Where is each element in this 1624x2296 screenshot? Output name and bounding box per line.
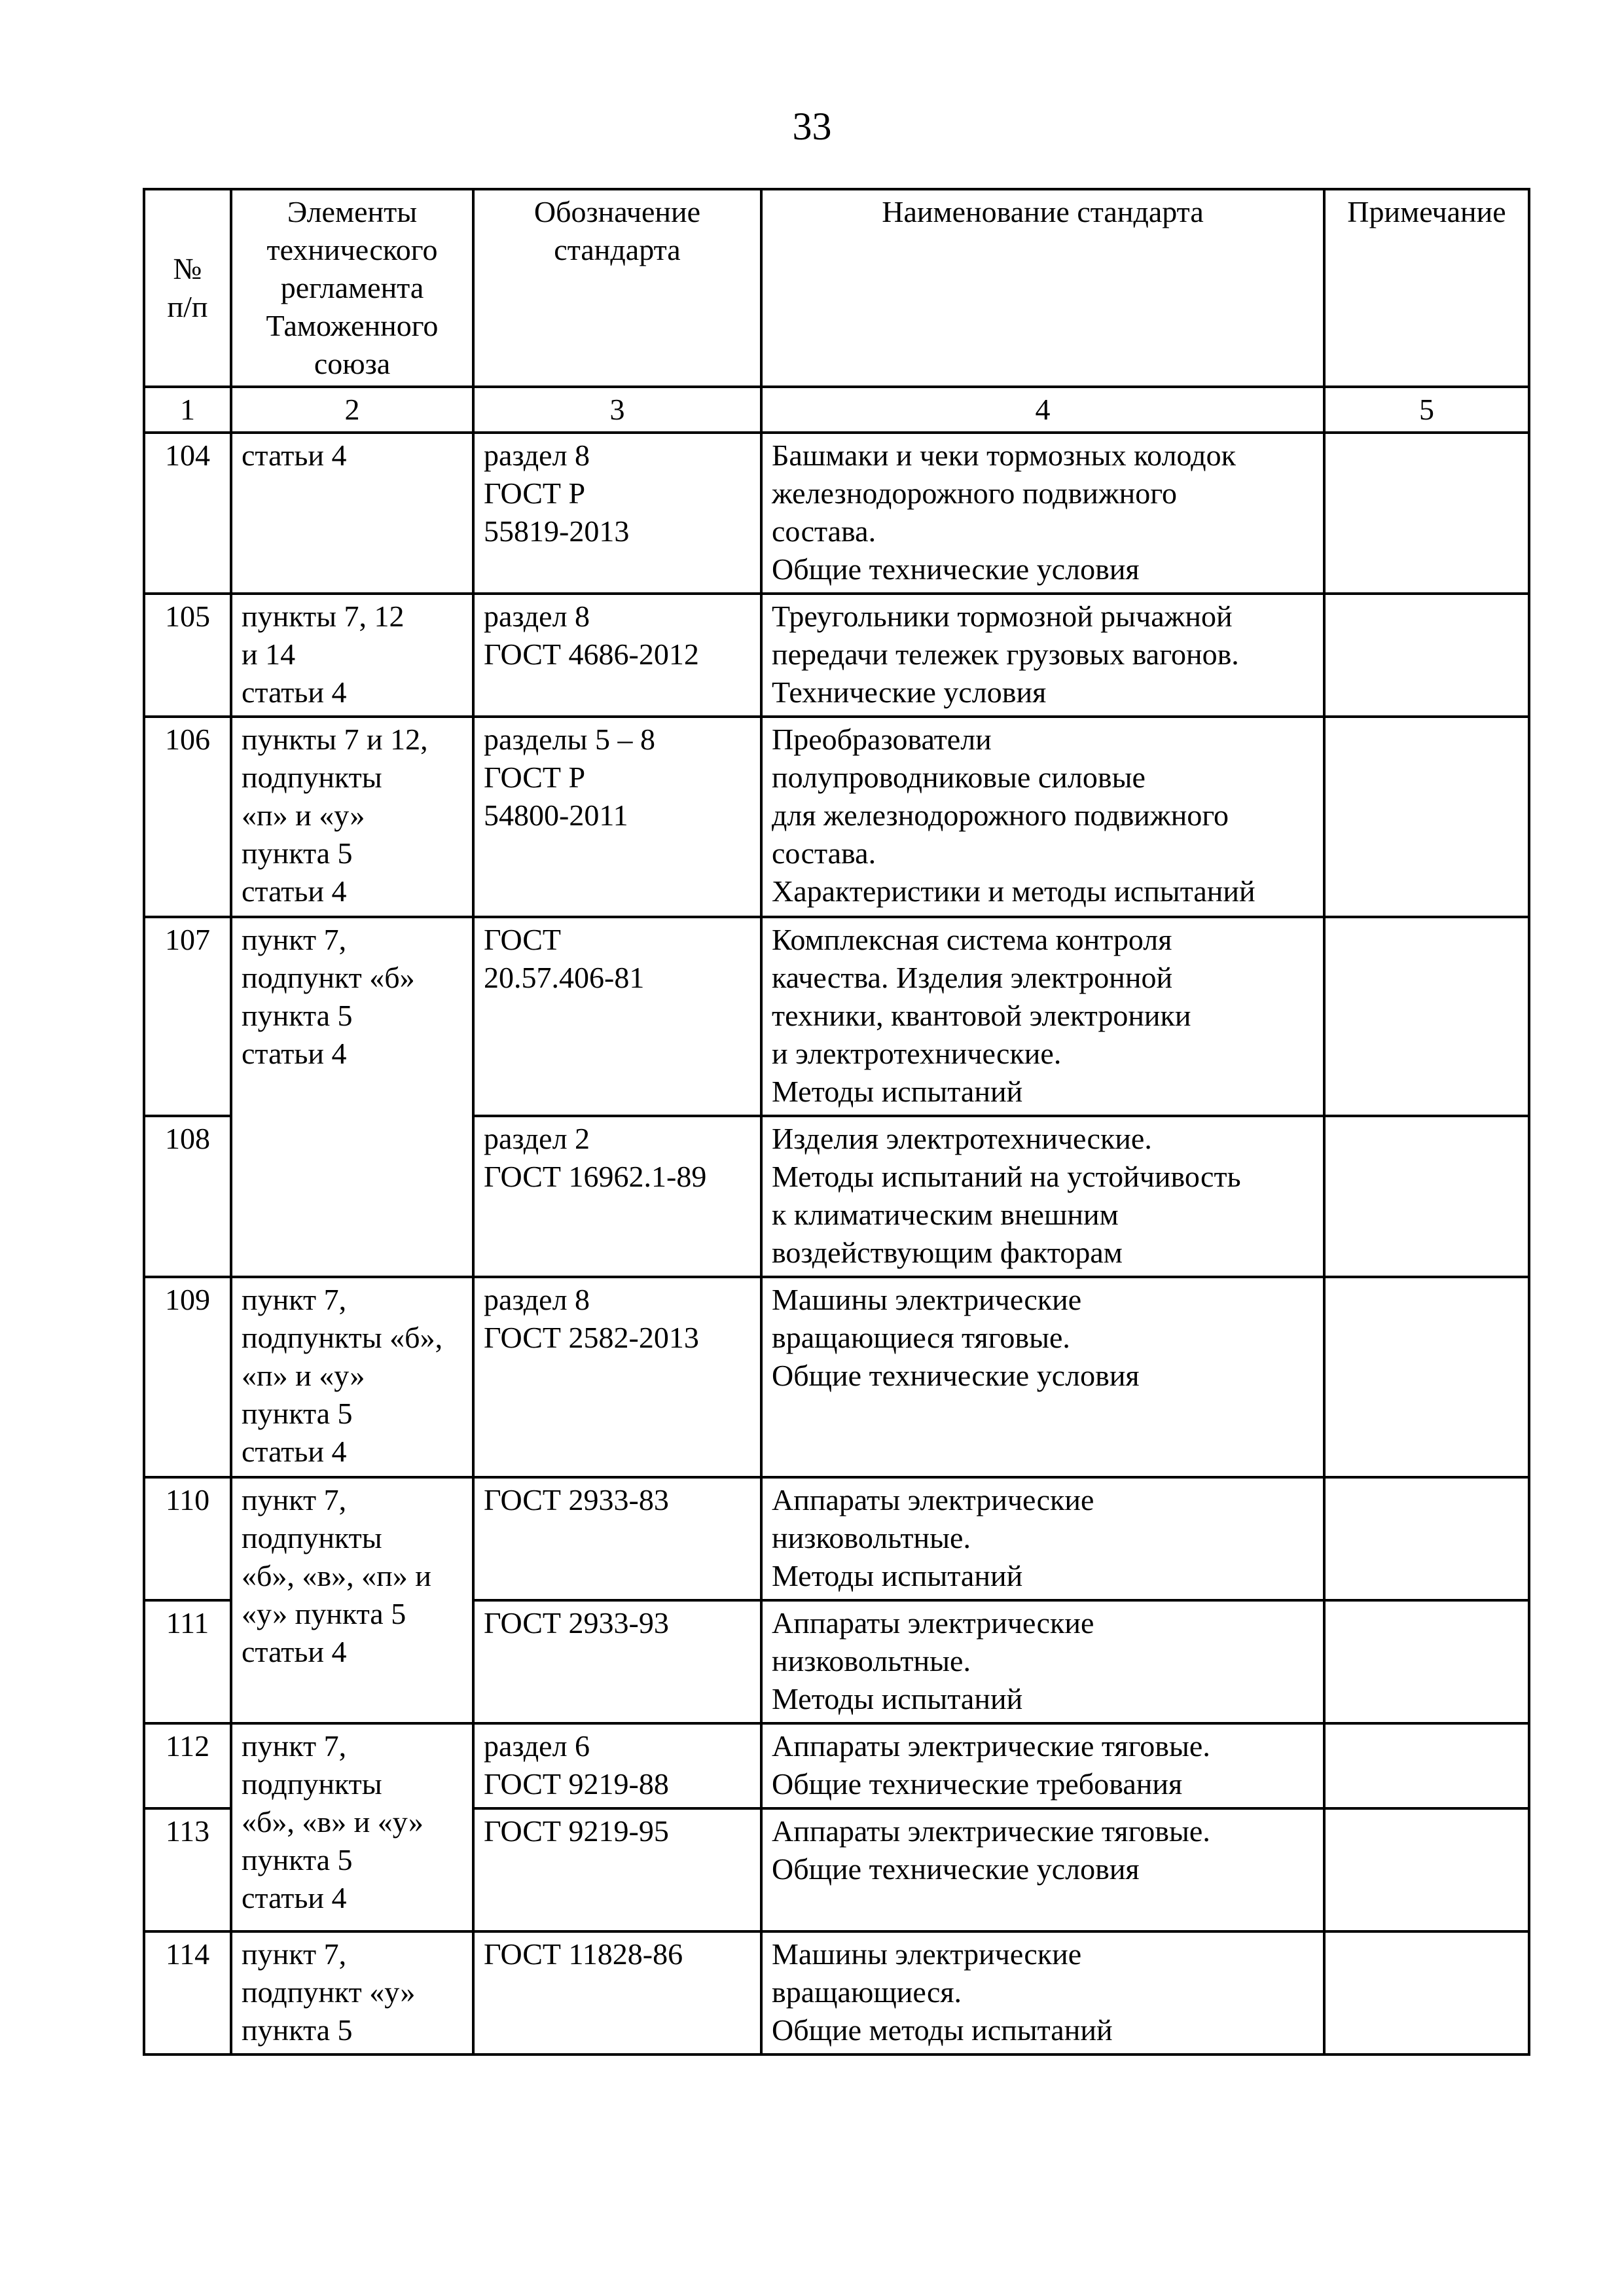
row-designation: разделы 5 – 8 ГОСТ Р 54800-2011 — [473, 717, 761, 917]
row-designation: ГОСТ 2933-83 — [473, 1477, 761, 1600]
row-standard-name: Преобразователи полупроводниковые силовые для железнодорожного подвижного состава. Характеристики и методы испытаний — [761, 717, 1324, 917]
row-number: 113 — [144, 1808, 231, 1931]
row-note — [1324, 1808, 1529, 1931]
header-designation: Обозначение стандарта — [473, 189, 761, 387]
row-standard-name: Машины электрические вращающиеся. Общие методы испытаний — [761, 1931, 1324, 2054]
row-number: 104 — [144, 433, 231, 594]
row-number: 111 — [144, 1600, 231, 1723]
column-number: 2 — [231, 387, 473, 433]
header-num: № п/п — [144, 189, 231, 387]
header-note: Примечание — [1324, 189, 1529, 387]
table-row — [144, 1931, 1529, 2054]
table-row — [144, 594, 1529, 717]
row-note — [1324, 1723, 1529, 1808]
row-standard-name: Аппараты электрические низковольтные. Методы испытаний — [761, 1600, 1324, 1723]
row-designation: раздел 8 ГОСТ Р 55819-2013 — [473, 433, 761, 594]
table-row — [144, 1477, 1529, 1600]
row-elements: пункт 7, подпункты «б», «п» и «у» пункта 5 статьи 4 — [231, 1277, 473, 1477]
row-number: 114 — [144, 1931, 231, 2054]
row-number: 105 — [144, 594, 231, 717]
table-row — [144, 1277, 1529, 1477]
row-elements: пункты 7 и 12, подпункты «п» и «у» пункта 5 статьи 4 — [231, 717, 473, 917]
row-elements: пункт 7, подпункты «б», «в» и «у» пункта 5 статьи 4 — [231, 1723, 473, 1931]
row-note — [1324, 1277, 1529, 1477]
row-standard-name: Треугольники тормозной рычажной передачи тележек грузовых вагонов. Технические условия — [761, 594, 1324, 717]
column-number-row — [144, 387, 1529, 433]
row-number: 108 — [144, 1116, 231, 1277]
row-note — [1324, 917, 1529, 1116]
row-designation: ГОСТ 20.57.406-81 — [473, 917, 761, 1116]
row-standard-name: Аппараты электрические низковольтные. Методы испытаний — [761, 1477, 1324, 1600]
row-standard-name: Машины электрические вращающиеся тяговые. Общие технические условия — [761, 1277, 1324, 1477]
row-elements: пункт 7, подпункт «у» пункта 5 — [231, 1931, 473, 2054]
page-number: 33 — [792, 105, 832, 148]
column-number: 3 — [473, 387, 761, 433]
row-number: 106 — [144, 717, 231, 917]
row-note — [1324, 1600, 1529, 1723]
row-standard-name: Аппараты электрические тяговые. Общие технические требования — [761, 1723, 1324, 1808]
row-standard-name: Башмаки и чеки тормозных колодок железнодорожного подвижного состава. Общие технические условия — [761, 433, 1324, 594]
row-standard-name: Изделия электротехнические. Методы испытаний на устойчивость к климатическим внешним воздействующим факторам — [761, 1116, 1324, 1277]
column-number: 5 — [1324, 387, 1529, 433]
row-designation: раздел 2 ГОСТ 16962.1-89 — [473, 1116, 761, 1277]
row-standard-name: Аппараты электрические тяговые. Общие технические условия — [761, 1808, 1324, 1931]
row-designation: раздел 8 ГОСТ 2582-2013 — [473, 1277, 761, 1477]
row-number: 109 — [144, 1277, 231, 1477]
row-number: 107 — [144, 917, 231, 1116]
row-note — [1324, 1116, 1529, 1277]
column-number: 1 — [144, 387, 231, 433]
row-note — [1324, 1931, 1529, 2054]
table-row — [144, 917, 1529, 1116]
row-note — [1324, 433, 1529, 594]
standards-table — [143, 188, 1530, 2056]
header-elements: Элементы технического регламента Таможенного союза — [231, 189, 473, 387]
table-row — [144, 717, 1529, 917]
row-number: 112 — [144, 1723, 231, 1808]
row-designation: ГОСТ 9219-95 — [473, 1808, 761, 1931]
column-number: 4 — [761, 387, 1324, 433]
row-elements: пункт 7, подпункт «б» пункта 5 статьи 4 — [231, 917, 473, 1277]
table-header-row — [144, 189, 1529, 387]
row-elements: пункт 7, подпункты «б», «в», «п» и «у» пункта 5 статьи 4 — [231, 1477, 473, 1723]
row-number: 110 — [144, 1477, 231, 1600]
row-elements: пункты 7, 12 и 14 статьи 4 — [231, 594, 473, 717]
row-note — [1324, 1477, 1529, 1600]
row-standard-name: Комплексная система контроля качества. Изделия электронной техники, квантовой электроники и электротехнические. Методы испытаний — [761, 917, 1324, 1116]
row-elements: статьи 4 — [231, 433, 473, 594]
row-designation: раздел 8 ГОСТ 4686-2012 — [473, 594, 761, 717]
row-designation: ГОСТ 2933-93 — [473, 1600, 761, 1723]
row-designation: раздел 6 ГОСТ 9219-88 — [473, 1723, 761, 1808]
row-designation: ГОСТ 11828-86 — [473, 1931, 761, 2054]
table-row — [144, 1723, 1529, 1808]
row-note — [1324, 594, 1529, 717]
table-row — [144, 433, 1529, 594]
header-name: Наименование стандарта — [761, 189, 1324, 387]
row-note — [1324, 717, 1529, 917]
